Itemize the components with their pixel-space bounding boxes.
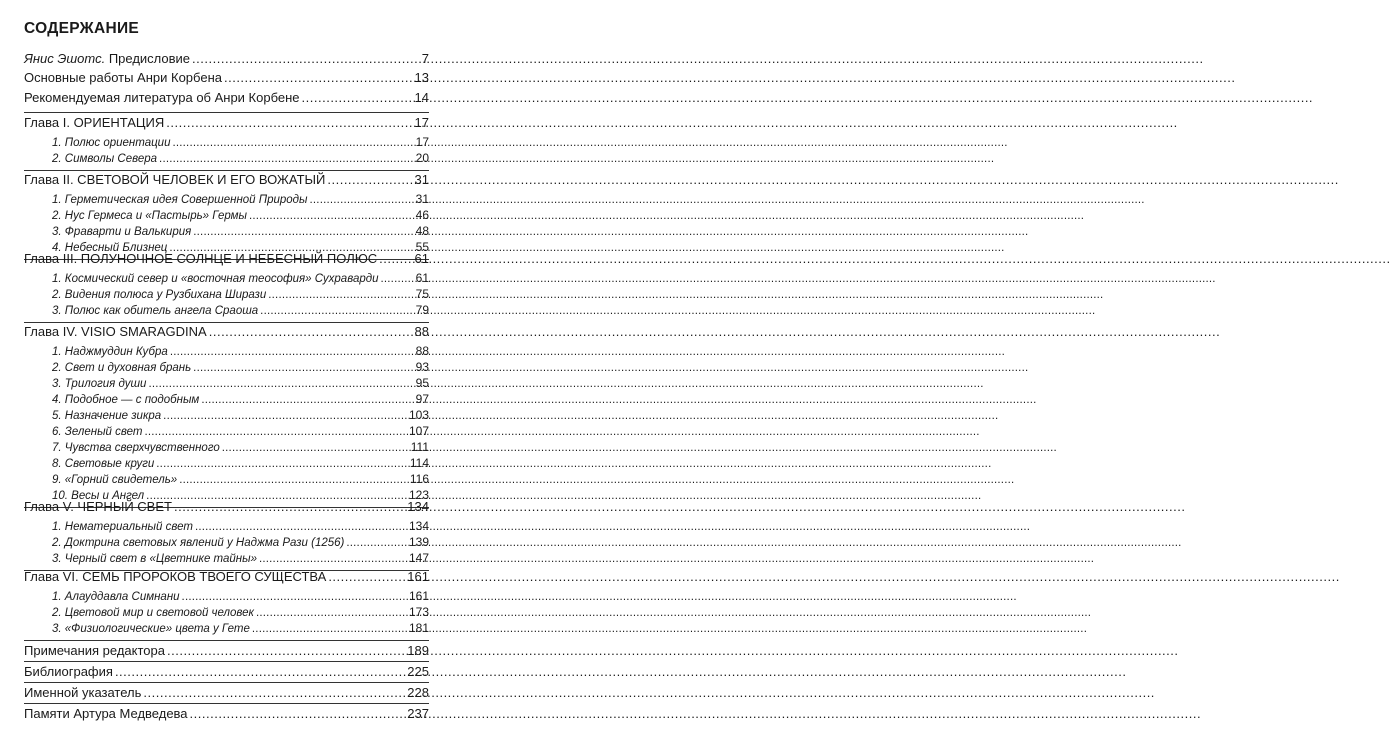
section-title: 1. Алауддавла Симнани [52, 591, 180, 603]
page-number: 228 [407, 685, 429, 700]
section-divider [24, 703, 429, 704]
page-number: 189 [407, 643, 429, 658]
page-number: 147 [408, 551, 429, 565]
page-number: 225 [407, 664, 429, 679]
toc-entry-title [24, 663, 113, 681]
dot-leader [379, 250, 412, 268]
toc-entry-title [24, 89, 300, 107]
chapter-entry[interactable] [24, 323, 429, 341]
page-number: 31 [415, 192, 429, 206]
page-title: СОДЕРЖАНИЕ [24, 20, 140, 37]
page-number: 46 [415, 208, 429, 222]
toc-entry-title [24, 250, 377, 268]
section-title: 3. Фраварти и Валькирия [52, 226, 192, 238]
toc-entry-back[interactable] [24, 663, 429, 681]
page-number: 161 [408, 589, 429, 603]
section-title: 5. Назначение зикра [52, 410, 162, 422]
toc-entry-title [24, 642, 165, 660]
section-entry[interactable] [52, 619, 429, 637]
chapter-entry[interactable] [24, 568, 429, 586]
page-number: 111 [410, 440, 429, 454]
toc-entry-front[interactable] [24, 89, 429, 107]
section-title: 2. Символы Севера [52, 153, 158, 165]
chapter-entry[interactable] [24, 498, 429, 516]
dot-leader [259, 550, 407, 568]
dot-leader [252, 620, 407, 638]
section-title: 1. Нематериальный свет [52, 521, 193, 533]
toc-entry-title [24, 171, 325, 189]
toc-entry-title [24, 69, 222, 87]
page-number: 93 [415, 360, 429, 374]
toc-entry-back[interactable] [24, 642, 429, 660]
toc-entry-title [52, 550, 257, 568]
toc-entry-title [24, 50, 190, 68]
chapter-title: Глава VI. СЕМЬ ПРОРОКОВ ТВОЕГО СУЩЕСТВА [24, 569, 327, 584]
author-name: Янис Эшотс. [24, 51, 106, 66]
dot-leader [224, 69, 413, 87]
page-number: 134 [408, 519, 429, 533]
dot-leader [167, 642, 405, 660]
section-title: 10. Весы и Ангел [52, 490, 145, 502]
page-number: 31 [414, 172, 429, 187]
toc-entry-title [24, 705, 188, 723]
section-title: 1. Полюс ориентации [52, 137, 171, 149]
chapter-entry[interactable] [24, 250, 429, 268]
section-entry[interactable] [52, 549, 429, 567]
page-number: 237 [407, 706, 429, 721]
toc-entry-title [24, 568, 326, 586]
page-number: 123 [408, 488, 429, 502]
page-number: 181 [408, 621, 429, 635]
page-number: 116 [409, 472, 429, 486]
dot-leader [260, 302, 413, 320]
section-title: 6. Зеленый свет [52, 426, 143, 438]
toc-entry-title [24, 323, 207, 341]
section-title: 4. Небесный Близнец [52, 242, 168, 254]
page-number: 13 [414, 70, 429, 85]
section-divider [24, 112, 429, 113]
section-title: 2. Цветовой мир и световой человек [52, 607, 254, 619]
toc-entry-title [52, 620, 250, 638]
toc-page [0, 0, 450, 733]
section-title: 3. «Физиологические» цвета у Гете [52, 623, 250, 635]
chapter-title: Глава IV. VISIO SMARAGDINA [24, 324, 207, 339]
entry-text: Основные работы Анри Корбена [24, 70, 222, 85]
dot-leader [115, 663, 405, 681]
chapter-entry[interactable] [24, 114, 429, 132]
section-divider [24, 682, 429, 683]
section-title: 2. Доктрина световых явлений у Наджма Рази (1256) [52, 537, 345, 549]
page-number: 79 [415, 303, 429, 317]
section-title: 7. Чувства сверхчувственного [52, 442, 220, 454]
toc-entry-title [24, 498, 172, 516]
toc-entry-front[interactable] [24, 50, 429, 68]
page-number: 61 [414, 251, 429, 266]
section-title: 2. Видения полюса у Рузбихана Ширази [52, 289, 267, 301]
page-number: 88 [414, 324, 429, 339]
dot-leader [209, 323, 413, 341]
chapter-title: Глава II. СВЕТОВОЙ ЧЕЛОВЕК И ЕГО ВОЖАТЫЙ [24, 172, 326, 187]
entry-text: Именной указатель [24, 685, 142, 700]
toc-entry-front[interactable] [24, 69, 429, 87]
page-number: 17 [415, 135, 429, 149]
page-number: 88 [415, 344, 429, 358]
chapter-title: Глава V. ЧЕРНЫЙ СВЕТ [24, 499, 172, 514]
page-number: 17 [414, 115, 429, 130]
page-number: 95 [415, 376, 429, 390]
section-title: 3. Полюс как обитель ангела Сраоша [52, 305, 259, 317]
section-title: 2. Свет и духовная брань [52, 362, 192, 374]
dot-leader [192, 50, 420, 68]
section-divider [24, 640, 429, 641]
page-number: 55 [415, 240, 429, 254]
section-title: 8. Световые круги [52, 458, 155, 470]
entry-text: Предисловие [105, 51, 191, 66]
page-number: 20 [415, 151, 429, 165]
page-number: 14 [414, 90, 429, 105]
section-entry[interactable] [52, 301, 429, 319]
toc-entry-back[interactable] [24, 705, 429, 723]
page-number: 75 [415, 287, 429, 301]
page-number: 61 [415, 271, 429, 285]
section-divider [24, 661, 429, 662]
chapter-title: Глава III. ПОЛУНОЧНОЕ СОЛНЦЕ И НЕБЕСНЫЙ ПОЛЮС [24, 251, 378, 266]
section-title: 3. Трилогия души [52, 378, 147, 390]
chapter-title: Глава I. ОРИЕНТАЦИЯ [24, 115, 165, 130]
section-title: 1. Наджмуддин Кубра [52, 346, 168, 358]
page-number: 97 [415, 392, 429, 406]
toc-entry-title [52, 302, 258, 320]
page-number: 103 [408, 408, 429, 422]
section-title: 2. Нус Гермеса и «Пастырь» Гермы [52, 210, 247, 222]
dot-leader [174, 498, 405, 516]
page-number: 107 [408, 424, 429, 438]
section-title: 1. Герметическая идея Совершенной Природы [52, 194, 308, 206]
entry-text: Рекомендуемая литература об Анри Корбене [24, 90, 300, 105]
dot-leader [327, 171, 412, 189]
toc-entry-title [24, 114, 164, 132]
page-number: 7 [421, 51, 429, 66]
page-number: 139 [408, 535, 429, 549]
dot-leader [143, 684, 405, 702]
section-entry[interactable] [52, 149, 429, 167]
dot-leader [166, 114, 412, 132]
entry-text: Памяти Артура Медведева [24, 706, 188, 721]
page-number: 173 [408, 605, 429, 619]
entry-text: Библиография [24, 664, 113, 679]
dot-leader [190, 705, 406, 723]
toc-entry-title [24, 684, 141, 702]
dot-leader [328, 568, 405, 586]
dot-leader [302, 89, 413, 107]
section-title: 3. Черный свет в «Цветнике тайны» [52, 553, 257, 565]
page-number: 161 [407, 569, 429, 584]
section-title: 9. «Горний свидетель» [52, 474, 178, 486]
page-number: 48 [415, 224, 429, 238]
entry-text: Примечания редактора [24, 643, 165, 658]
page-number: 114 [409, 456, 429, 470]
section-title: 1. Космический север и «восточная теософия» Сухраварди [52, 273, 379, 285]
toc-entry-title [52, 150, 157, 168]
section-title: 4. Подобное — с подобным [52, 394, 200, 406]
page-number: 134 [407, 499, 429, 514]
toc-entry-back[interactable] [24, 684, 429, 702]
chapter-entry[interactable] [24, 171, 429, 189]
dot-leader [159, 150, 414, 168]
